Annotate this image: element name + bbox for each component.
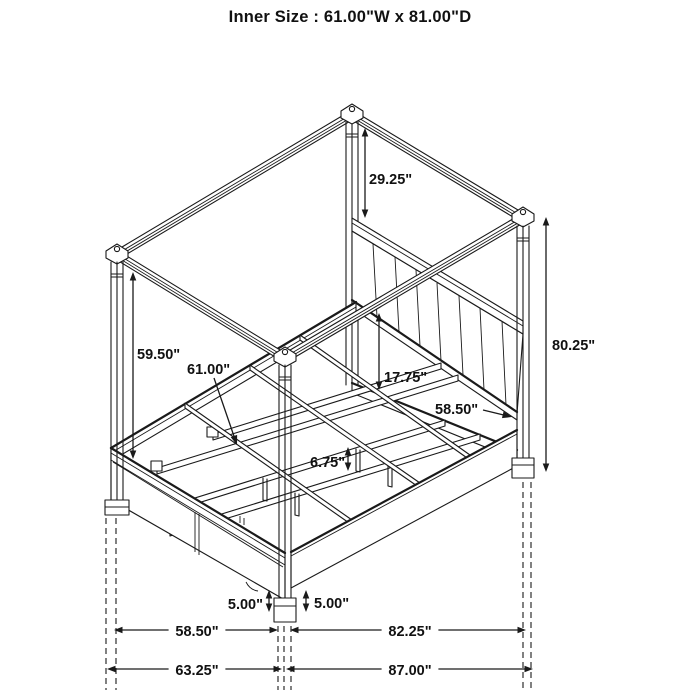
dimension-overall-width (107, 663, 282, 679)
svg-text:82.25": 82.25" (388, 624, 432, 640)
dimension-side-inner-depth (290, 624, 526, 640)
dimension-footboard-width (114, 624, 278, 640)
canopy-frame-rear (117, 110, 523, 260)
svg-text:87.00": 87.00" (388, 663, 432, 679)
svg-text:61.00": 61.00" (187, 362, 231, 378)
right-side-rail (291, 430, 517, 588)
svg-text:5.00": 5.00" (314, 596, 350, 612)
svg-text:80.25": 80.25" (552, 338, 596, 354)
dimension-overall-depth (286, 663, 533, 679)
slat-end-pad (151, 461, 162, 471)
storage-footboard (111, 448, 285, 600)
svg-text:58.50": 58.50" (175, 624, 219, 640)
svg-text:6.75": 6.75" (310, 455, 346, 471)
svg-text:17.75": 17.75" (384, 370, 428, 386)
drawer-pull (240, 516, 244, 525)
svg-text:29.25": 29.25" (369, 172, 413, 188)
inner-size-title: Inner Size : 61.00"W x 81.00"D (228, 8, 472, 26)
dimension-clearance-front-left (228, 590, 272, 613)
svg-text:63.25": 63.25" (175, 663, 219, 679)
svg-text:5.00": 5.00" (227, 597, 263, 613)
dimension-total-height (543, 217, 595, 472)
dimension-clearance-front-right (303, 590, 349, 612)
svg-text:59.50": 59.50" (137, 347, 181, 363)
svg-text:58.50": 58.50" (435, 402, 479, 418)
